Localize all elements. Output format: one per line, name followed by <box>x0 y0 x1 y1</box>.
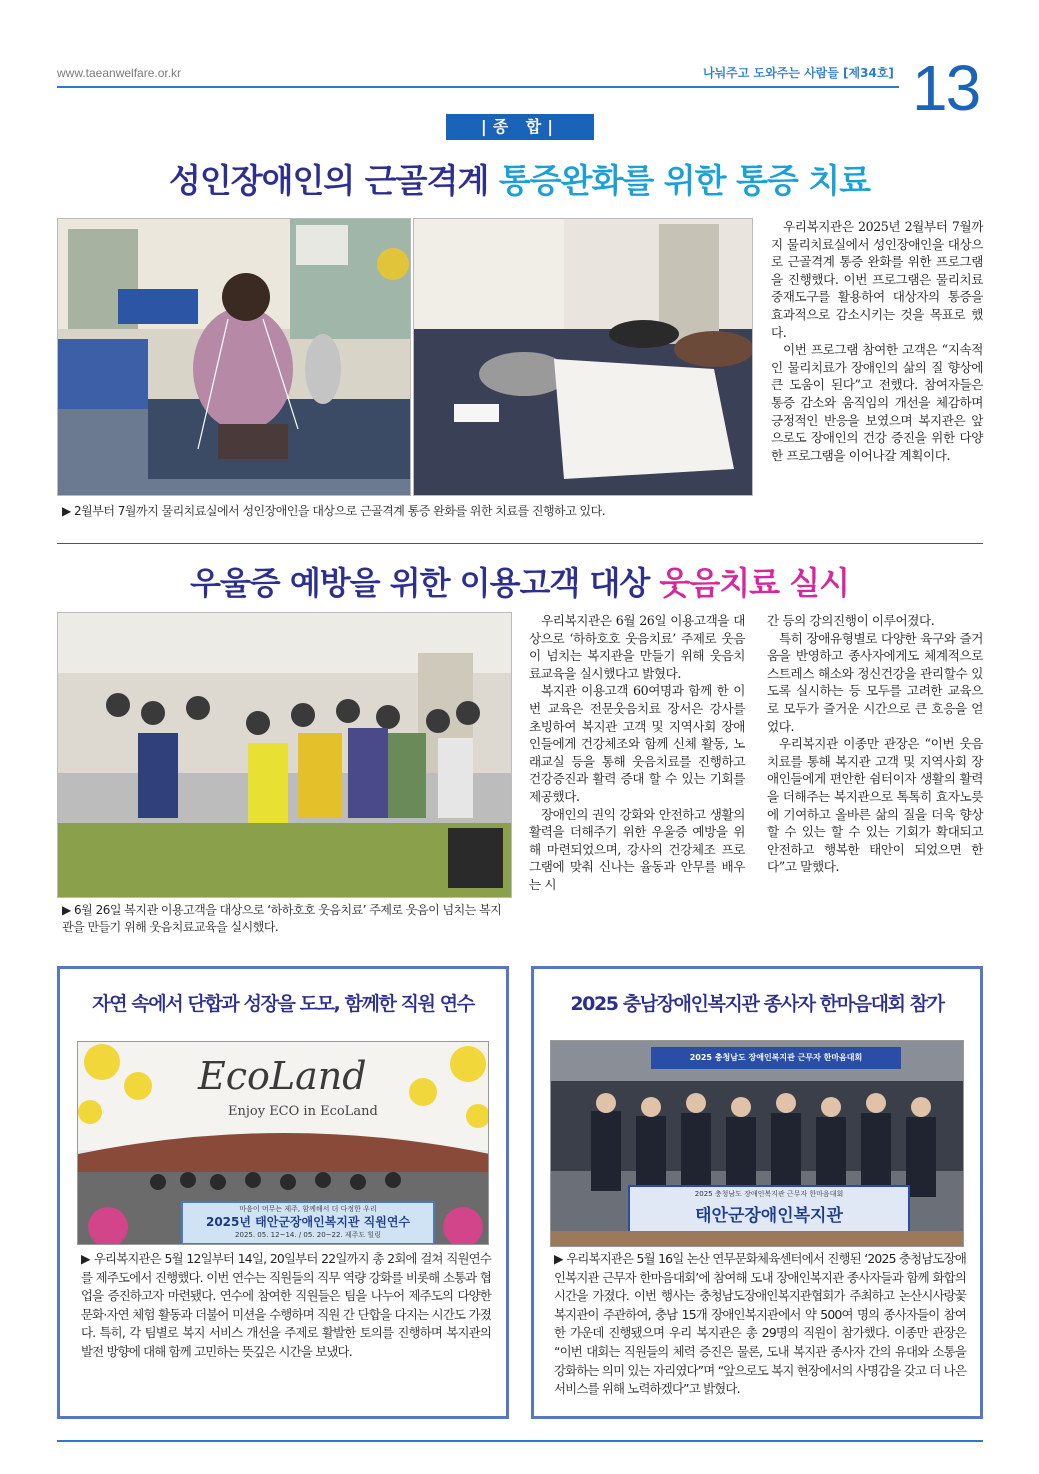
page-number: 13 <box>912 52 980 124</box>
header-rule <box>57 86 899 88</box>
box2-group-banner-small: 2025 충청남도 장애인복지관 근무자 한마음대회 <box>694 1190 844 1198</box>
box-staff-training <box>57 966 509 1419</box>
article2-col1 <box>529 612 745 894</box>
box1-banner-small: 마음이 머무는 제주, 함께해서 더 다정한 우리 <box>239 1205 377 1213</box>
therapy-photo-2-illustration <box>414 219 753 496</box>
article2-paragraph: 복지관 이용고객 60여명과 함께 한 이번 교육은 전문웃음치료 장서은 강사를 초빙하여 복지관 고객 및 지역사회 장애인들에게 건강체조와 함께 신체 활동, 노래교실 등을 통해 웃음치료를 진행하고 건강증진과 활력 증대 할 수 있는 기회를 제공했다. <box>529 683 745 804</box>
footer-rule <box>57 1440 983 1442</box>
article2-paragraph: 우리복지관 이종만 관장은 “이번 웃음치료를 통해 복지관 고객 및 지역사회 장애인들에게 편안한 쉼터이자 생활의 활력을 더해주는 복지관으로 톡톡히 효자노릇에 기여하고 올바른 삶의 질을 더욱 향상할 수 있는 할 수 있는 기회가 확대되고 안전하고 행복한 태안이 되었으면 한다”고 말했다. <box>767 736 983 875</box>
article1-paragraph: 이번 프로그램 참여한 고객은 “지속적인 물리치료가 장애인의 삶의 질 향상에 큰 도움이 된다”고 전했다. 참여자들은 통증 감소와 움직임의 개선을 체감하며 긍정적인 반응을 보였으며 복지관은 앞으로도 장애인의 건강 증진을 위한 다양한 프로그램을 이어나갈 계획이다. <box>771 342 983 463</box>
article1-caption: ▶ 2월부터 7월까지 물리치료실에서 성인장애인을 대상으로 근골격계 통증 완화를 위한 치료를 진행하고 있다. <box>62 504 606 518</box>
divider <box>57 543 983 544</box>
article1-photo-2 <box>413 218 753 496</box>
box-union-event <box>531 966 983 1419</box>
ecoland-sign-sub: Enjoy ECO in EcoLand <box>228 1104 378 1119</box>
box1-text: ▶ 우리복지관은 5월 12일부터 14일, 20일부터 22일까지 총 2회에 걸쳐 직원연수를 제주도에서 진행했다. 이번 연수는 직원들의 직무 역량 강화를 비롯해 소통과 협업을 증진하고자 마련됐다. 연수에 참여한 직원들은 팀을 나누어 제주도의 다양한 문화·자연 체험 활동과 더불어 미션을 수행하며 직원 간 단합을 다지는 시간도 가졌다. 특히, 각 팀별로 복지 서비스 개선을 주제로 활발한 토의를 진행하며 복지관의 발전 방향에 대해 함께 고민하는 뜻깊은 시간을 보냈다. <box>81 1251 491 1359</box>
ecoland-sign: EcoLand <box>198 1054 367 1098</box>
box1-banner-main: 2025년 태안군장애인복지관 직원연수 <box>205 1215 411 1229</box>
box1-title: 자연 속에서 단합과 성장을 도모, 함께한 직원 연수 <box>92 993 474 1015</box>
article2-paragraph: 간 등의 강의진행이 이루어졌다. <box>767 613 935 628</box>
publication-name: 나눠주고 도와주는 사람들 [제34호] <box>703 66 894 80</box>
article2-paragraph: 특히 장애유형별로 다양한 육구와 즐거움을 반영하고 종사자에게도 체계적으로 스트레스 해소와 정신건강을 관리할수 있도록 실시하는 등 모두를 고려한 교육으로 모두가 즐거운 시간으로 큰 호응을 얻었다. <box>767 630 983 734</box>
article2-title-part1: 우울증 예방을 위한 이용고객 대상 <box>189 564 650 602</box>
box1-banner-date <box>182 1230 434 1240</box>
article1-title-part2: 통증완화를 위한 통증 치료 <box>498 161 870 200</box>
box2-text: ▶ 우리복지관은 5월 16일 논산 연무문화체육센터에서 진행된 ‘2025 충청남도장애인복지관 근무자 한마음대회’에 참여해 도내 장애인복지관 종사자들과 함께 화합의 시간을 가졌다. 이번 행사는 충청남도장애인복지관협회가 주최하고 논산시사랑꽃복지관이 주관하여, 충남 15개 장애인복지관에서 약 500여 명의 종사자들이 참여한 가운데 진행됐으며 우리 복지관은 총 29명의 직원이 참가했다. 이종만 관장은 “이번 대회는 직원들의 체력 증진은 물론, 도내 복지관 종사자 간의 유대와 소통을 강화하는 의미 있는 자리였다”며 “앞으로도 복지 현장에서의 사명감을 갖고 더 나은 서비스를 위해 노력하겠다”고 밝혔다. <box>554 1251 966 1397</box>
article2-title <box>0 558 1039 604</box>
article2-caption: ▶ 6월 26일 복지관 이용고객을 대상으로 ‘하하호호 웃음치료’ 주제로 웃음이 넘치는 복지관을 만들기 위해 웃음치료교육을 실시했다. <box>62 903 502 934</box>
section-tag: |종 합| <box>446 114 594 140</box>
site-url[interactable]: www.taeanwelfare.or.kr <box>57 66 182 80</box>
article1-title-part1: 성인장애인의 근골격계 <box>169 161 489 200</box>
article1-photo-1 <box>57 218 411 496</box>
box2-stage-banner: 2025 충청남도 장애인복지관 근무자 한마음대회 <box>689 1053 863 1062</box>
box1-photo <box>77 1041 489 1245</box>
article2-title-part2: 웃음치료 실시 <box>659 564 850 602</box>
article2-photo <box>57 612 512 898</box>
therapy-photo-1-illustration <box>58 219 411 496</box>
article2-col2 <box>767 612 983 876</box>
article2-paragraph: 장애인의 권익 강화와 안전하고 생활의 활력을 더해주기 위한 우울증 예방을 위해 마련되었으며, 강사의 건강체조 프로그램에 맞춰 신나는 율동과 안무를 배우는 시 <box>529 806 745 892</box>
box2-group-banner-main: 태안군장애인복지관 <box>695 1206 843 1226</box>
box2-title: 2025 충남장애인복지관 종사자 한마음대회 참가 <box>570 993 944 1015</box>
article1-title <box>0 155 1039 202</box>
article1-paragraph: 우리복지관은 2025년 2월부터 7월까지 물리치료실에서 성인장애인을 대상으로 근골격계 통증 완화를 위한 프로그램을 진행했다. 이번 프로그램은 물리치료 중재도구를 활용하여 대상자의 통증을 효과적으로 감소시키는 것을 목표로 했다. <box>771 219 983 340</box>
box2-photo <box>550 1040 964 1247</box>
laughter-therapy-photo-illustration <box>58 613 512 898</box>
box1-banner-org: 제주도 힐링 <box>344 1231 381 1239</box>
box1-banner-date-text: 2025. 05. 12~14. / 05. 20~22. <box>235 1231 343 1239</box>
article1-body <box>771 218 983 464</box>
article2-paragraph: 우리복지관은 6월 26일 이용고객을 대상으로 ‘하하호호 웃음치료’ 주제로 웃음이 넘치는 복지관을 만들기 위해 웃음치료교육을 실시했다고 밝혔다. <box>529 613 745 681</box>
